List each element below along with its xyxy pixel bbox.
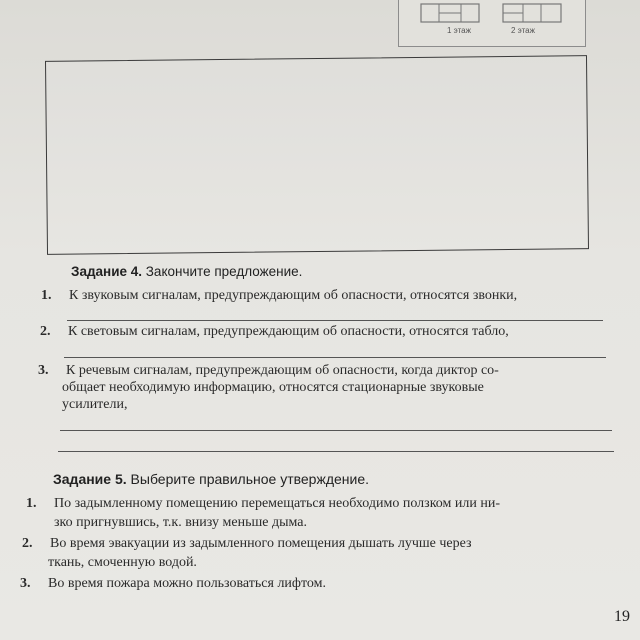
task4-heading — [71, 264, 302, 279]
task4-item-3 — [38, 362, 499, 379]
task5-item-1-line-2: зко пригнувшись, т.к. внизу меньше дыма. — [54, 515, 307, 530]
task5-item-2-number: 2. — [22, 536, 33, 551]
task4-item-2-text: К световым сигналам, предупреждающим об опасности, относятся табло, — [68, 324, 509, 339]
task4-instruction: Закончите предложение. — [145, 264, 303, 279]
task4-item-3-line-2: общает необходимую информацию, относятся стационарные звуковые — [62, 380, 484, 395]
task4-title: Задание 4. — [71, 264, 143, 279]
task4-item-1 — [41, 287, 517, 304]
floor-2-label: 2 этаж — [511, 26, 535, 35]
floor-plan-2-icon — [501, 2, 563, 24]
task4-item-2-number: 2. — [40, 324, 51, 339]
task5-item-2 — [22, 535, 472, 552]
task5-instruction: Выберите правильное утверждение. — [130, 471, 370, 487]
task4-item-3-line-1: К речевым сигналам, предупреждающим об опасности, когда диктор со- — [66, 363, 499, 378]
drawing-answer-box[interactable] — [45, 55, 589, 255]
task5-item-1-number: 1. — [26, 496, 37, 511]
task5-item-2-line-2: ткань, смоченную водой. — [48, 555, 197, 570]
task4-item-3-line-3: усилители, — [62, 397, 128, 412]
task5-item-1 — [26, 495, 500, 512]
task4-item-2 — [40, 323, 509, 340]
page-number: 19 — [614, 608, 630, 625]
floor-1-label: 1 этаж — [447, 26, 471, 35]
floor-plan-1-icon — [419, 2, 481, 24]
task4-item-3-number: 3. — [38, 363, 49, 378]
task5-heading — [53, 471, 369, 487]
task4-item-1-answer-line[interactable] — [67, 320, 603, 321]
task5-item-3-line-1: Во время пожара можно пользоваться лифтом. — [48, 576, 327, 591]
task5-item-2-line-1: Во время эвакуации из задымленного помещения дышать лучше через — [50, 536, 472, 551]
task4-item-3-answer-line-2[interactable] — [58, 451, 614, 452]
floor-plan-figure — [398, 0, 586, 47]
task4-item-1-text: К звуковым сигналам, предупреждающим об опасности, относятся звонки, — [69, 288, 518, 303]
task4-item-2-answer-line[interactable] — [64, 357, 606, 358]
task4-item-3-answer-line-1[interactable] — [60, 430, 612, 431]
task5-title: Задание 5. — [53, 471, 127, 487]
task5-item-3 — [20, 575, 326, 592]
task5-item-1-line-1: По задымленному помещению перемещаться необходимо ползком или ни- — [54, 496, 500, 511]
task5-item-3-number: 3. — [20, 576, 31, 591]
task4-item-1-number: 1. — [41, 288, 52, 303]
